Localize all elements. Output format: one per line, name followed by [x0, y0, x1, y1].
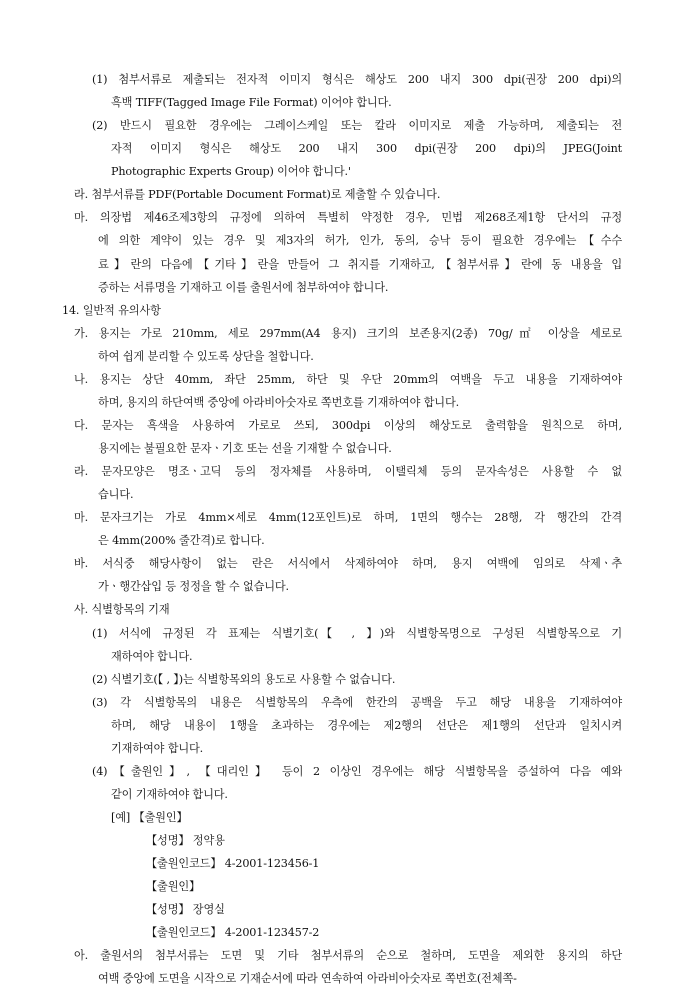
doc-line: 하여 쉽게 분리할 수 있도록 상단을 철합니다.: [98, 350, 314, 363]
doc-line: 마. 문자크기는 가로 4mm×세로 4mm(12포인트)로 하며, 1면의 행수는 28행, 각 행간의 간격: [74, 511, 622, 524]
example-line: 【성명】 장영실: [146, 903, 225, 916]
doc-line: 용지에는 불필요한 문자ㆍ기호 또는 선을 기재할 수 없습니다.: [98, 442, 392, 455]
doc-line: 같이 기재하여야 합니다.: [111, 788, 228, 801]
doc-line: 증하는 서류명을 기재하고 이를 출원서에 첨부하여야 합니다.: [98, 281, 389, 294]
doc-line: 나. 용지는 상단 40mm, 좌단 25mm, 하단 및 우단 20mm의 여백을 두고 내용을 기재하여야: [74, 373, 622, 386]
doc-line: 습니다.: [98, 488, 134, 501]
doc-line: 재하여야 합니다.: [111, 650, 193, 663]
doc-line: 흑백 TIFF(Tagged Image File Format) 이어야 합니다.: [111, 96, 392, 109]
example-line: 【출원인코드】 4-2001-123457-2: [146, 926, 320, 939]
section-heading: 14. 일반적 유의사항: [62, 304, 161, 317]
doc-line: 아. 출원서의 첨부서류는 도면 및 기타 첨부서류의 순으로 철하며, 도면을 제외한 용지의 하단: [74, 949, 622, 962]
doc-line: 바. 서식중 해당사항이 없는 란은 서식에서 삭제하여야 하며, 용지 여백에 임의로 삭제ㆍ추: [74, 557, 622, 570]
doc-line: (1) 서식에 규정된 각 표제는 식별기호(【 , 】)와 식별항목명으로 구성된 식별항목으로 기: [92, 627, 622, 640]
doc-line: 자적 이미지 형식은 해상도 200 내지 300 dpi(권장 200 dpi)의 JPEG(Joint: [111, 142, 622, 155]
doc-line: (1) 첨부서류로 제출되는 전자적 이미지 형식은 해상도 200 내지 300 dpi(권장 200 dpi)의: [92, 73, 622, 86]
doc-line: 라. 문자모양은 명조ㆍ고딕 등의 정자체를 사용하며, 이탤릭체 등의 문자속성은 사용할 수 없: [74, 465, 622, 478]
doc-line: 가ㆍ행간삽입 등 정정을 할 수 없습니다.: [98, 580, 289, 593]
doc-line: 라. 첨부서류를 PDF(Portable Document Format)로 제출할 수 있습니다.: [74, 188, 441, 201]
doc-line: 은 4mm(200% 줄간격)로 합니다.: [98, 534, 265, 547]
example-line: 【출원인】: [146, 880, 201, 893]
doc-line: 마. 의장법 제46조제3항의 규정에 의하여 특별히 약정한 경우, 민법 제268조제1항 단서의 규정: [74, 211, 622, 224]
doc-line: 사. 식별항목의 기재: [74, 603, 170, 616]
doc-line: 가. 용지는 가로 210mm, 세로 297mm(A4 용지) 크기의 보존용지(2종) 70g/㎡ 이상을 세로로: [74, 327, 622, 340]
doc-line: 하며, 용지의 하단여백 중앙에 아라비아숫자로 쪽번호를 기재하여야 합니다.: [98, 396, 460, 409]
doc-line: (3) 각 식별항목의 내용은 식별항목의 우측에 한칸의 공백을 두고 해당 내용을 기재하여야: [92, 696, 622, 709]
doc-line: (2) 반드시 필요한 경우에는 그레이스케일 또는 칼라 이미지로 제출 가능하며, 제출되는 전: [92, 119, 622, 132]
doc-line: Photographic Experts Group) 이어야 합니다.': [111, 165, 351, 178]
doc-line: (2) 식별기호(【 , 】)는 식별항목외의 용도로 사용할 수 없습니다.: [92, 673, 396, 686]
doc-line: 기재하여야 합니다.: [111, 742, 204, 755]
example-line: 【성명】 정약용: [146, 834, 225, 847]
doc-line: (4)【출원인】, 【대리인】 등이 2 이상인 경우에는 해당 식별항목을 증설하여 다음 예와: [92, 765, 622, 778]
doc-line: 료】란의 다음에【기타】란을 만들어 그 취지를 기재하고,【첨부서류】란에 동 내용을 입: [98, 258, 622, 271]
doc-line: 에 의한 계약이 있는 경우 및 제3자의 허가, 인가, 동의, 승낙 등이 필요한 경우에는【수수: [98, 234, 622, 247]
example-label: [예] 【출원인】: [111, 811, 188, 824]
example-line: 【출원인코드】 4-2001-123456-1: [146, 857, 320, 870]
doc-line: 여백 중앙에 도면을 시작으로 기재순서에 따라 연속하여 아라비아숫자로 쪽번호(전체쪽-: [98, 972, 517, 985]
doc-line: 다. 문자는 흑색을 사용하여 가로로 쓰되, 300dpi 이상의 해상도로 출력함을 원칙으로 하며,: [74, 419, 622, 432]
doc-line: 하며, 해당 내용이 1행을 초과하는 경우에는 제2행의 선단은 제1행의 선단과 일치시켜: [111, 719, 622, 732]
